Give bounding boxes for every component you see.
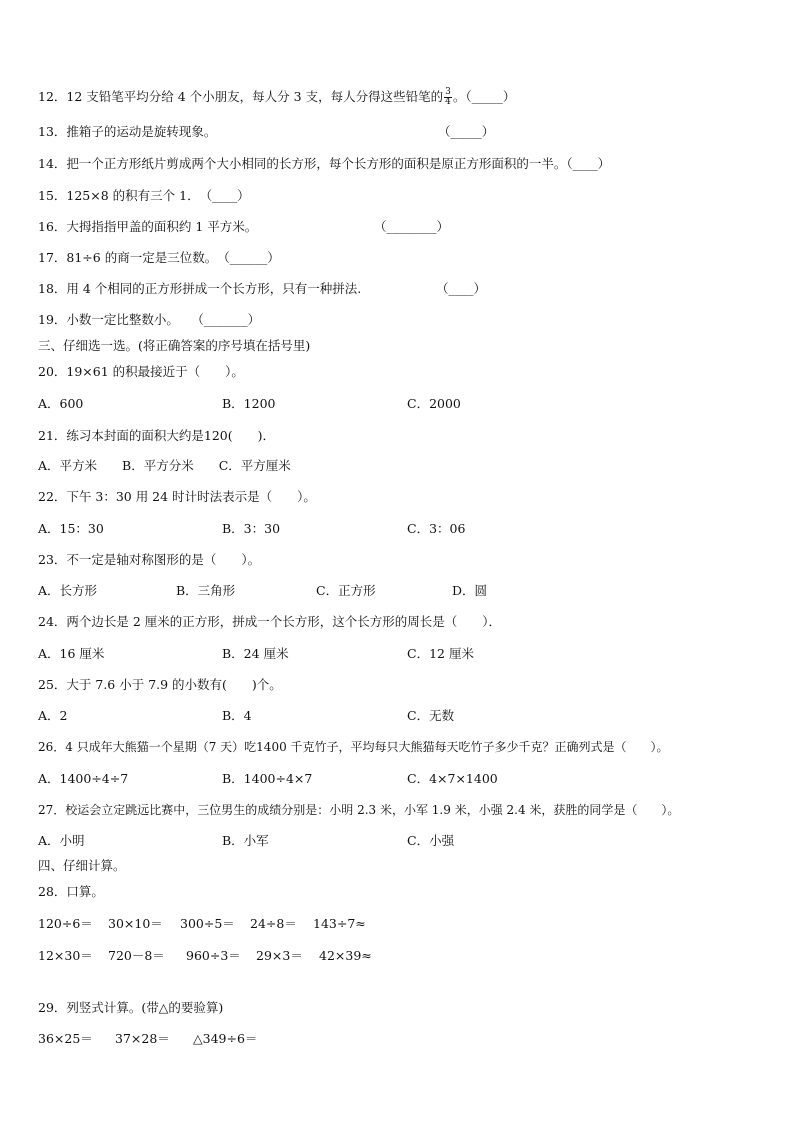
q22-option-a: A．15：30	[38, 521, 104, 536]
oral-calc-7: 720－8＝	[108, 948, 165, 963]
q12-text: 12．12 支铅笔平均分给 4 个小朋友，每人分 3 支，每人分得这些铅笔的	[38, 89, 444, 104]
question-24: 24．两个边长是 2 厘米的正方形，拼成一个长方形，这个长方形的周长是（ ）．	[38, 614, 502, 629]
question-22: 22．下午 3：30 用 24 时计时法表示是（ ）。	[38, 489, 316, 504]
question-23: 23．不一定是轴对称图形的是（ ）。	[38, 552, 261, 567]
q22-option-c: C．3：06	[407, 521, 466, 536]
q20-option-c: C．2000	[407, 396, 461, 411]
question-13	[38, 124, 216, 140]
q25-option-b: B．4	[222, 708, 252, 723]
q27-option-a: A．小明	[38, 833, 85, 848]
question-26: 26．4 只成年大熊猫一个星期（7 天）吃1400 千克竹子，平均每只大熊猫每天吃竹子多少千克？正确列式是（ ）。	[38, 740, 669, 754]
q16-text: 16．大拇指指甲盖的面积约 1 平方米。	[38, 219, 258, 234]
oral-calc-4: 24÷8＝	[250, 916, 297, 931]
q22-option-b: B．3：30	[222, 521, 281, 536]
question-16	[38, 219, 257, 235]
oral-calc-10: 42×39≈	[319, 948, 372, 963]
q18-text: 18．用 4 个相同的正方形拼成一个长方形，只有一种拼法.	[38, 281, 362, 296]
q24-option-b: B．24 厘米	[222, 646, 289, 661]
question-12	[38, 88, 515, 107]
oral-calc-1: 120÷6＝	[38, 916, 93, 931]
vertical-calc-3: △349÷6＝	[193, 1031, 258, 1046]
question-27: 27．校运会立定跳远比赛中，三位男生的成绩分别是：小明 2.3 米，小军 1.9 米，小强 2.4 米，获胜的同学是（ ）。	[38, 803, 680, 817]
oral-calc-5: 143÷7≈	[313, 916, 366, 931]
q24-option-c: C．12 厘米	[407, 646, 474, 661]
q12-answer-paren: 。（_____）	[452, 89, 516, 104]
q13-answer-paren: （_____）	[438, 124, 495, 139]
question-15	[38, 188, 250, 204]
q25-option-a: A．2	[38, 708, 68, 723]
q27-option-c: C．小强	[407, 833, 455, 848]
question-21: 21．练习本封面的面积大约是120( )．	[38, 428, 276, 443]
q17-text: 17．81÷6 的商一定是三位数。 （______）	[38, 250, 280, 265]
q27-option-b: B．小军	[222, 833, 269, 848]
question-19	[38, 312, 260, 328]
q16-answer-paren: （________）	[374, 219, 450, 234]
q19-text: 19．小数一定比整数小。 （_______）	[38, 312, 261, 327]
q26-option-c: C．4×7×1400	[407, 771, 498, 786]
oral-calc-2: 30×10＝	[108, 916, 163, 931]
q26-option-a: A．1400÷4÷7	[38, 771, 129, 786]
question-29-title: 29．列竖式计算。(带△的要验算)	[38, 1000, 224, 1015]
q13-text: 13．推箱子的运动是旋转现象。	[38, 124, 217, 139]
q20-option-a: A．600	[38, 396, 84, 411]
q15-text: 15．125×8 的积有三个 1． （____）	[38, 188, 250, 203]
question-25: 25．大于 7.6 小于 7.9 的小数有( )个。	[38, 677, 282, 692]
fraction-three-quarters: $\frac{3}{4}$	[445, 87, 451, 107]
q25-option-c: C．无数	[407, 708, 455, 723]
q23-option-c: C．正方形	[316, 583, 376, 598]
oral-calc-8: 960÷3＝	[186, 948, 241, 963]
section-3-title: 三、仔细选一选。(将正确答案的序号填在括号里)	[38, 338, 311, 353]
question-14	[38, 156, 610, 172]
oral-calc-9: 29×3＝	[256, 948, 303, 963]
question-17	[38, 250, 280, 266]
vertical-calc-1: 36×25＝	[38, 1031, 93, 1046]
q21-options: A．平方米 B．平方分米 C．平方厘米	[38, 458, 291, 473]
q24-option-a: A．16 厘米	[38, 646, 105, 661]
q23-option-a: A．长方形	[38, 583, 98, 598]
q14-text: 14．把一个正方形纸片剪成两个大小相同的长方形，每个长方形的面积是原正方形面积的一半。（____）	[38, 156, 611, 171]
question-18	[38, 281, 361, 297]
q23-option-d: D．圆	[452, 583, 488, 598]
q18-answer-paren: （____）	[436, 281, 487, 296]
oral-calc-6: 12×30＝	[38, 948, 93, 963]
q26-option-b: B．1400÷4×7	[222, 771, 313, 786]
q23-option-b: B．三角形	[176, 583, 236, 598]
vertical-calc-2: 37×28＝	[115, 1031, 170, 1046]
oral-calc-3: 300÷5＝	[180, 916, 235, 931]
question-20: 20．19×61 的积最接近于（ ）。	[38, 364, 244, 379]
question-28-title: 28．口算。	[38, 884, 104, 899]
section-4-title: 四、仔细计算。	[38, 858, 126, 873]
q20-option-b: B．1200	[222, 396, 276, 411]
